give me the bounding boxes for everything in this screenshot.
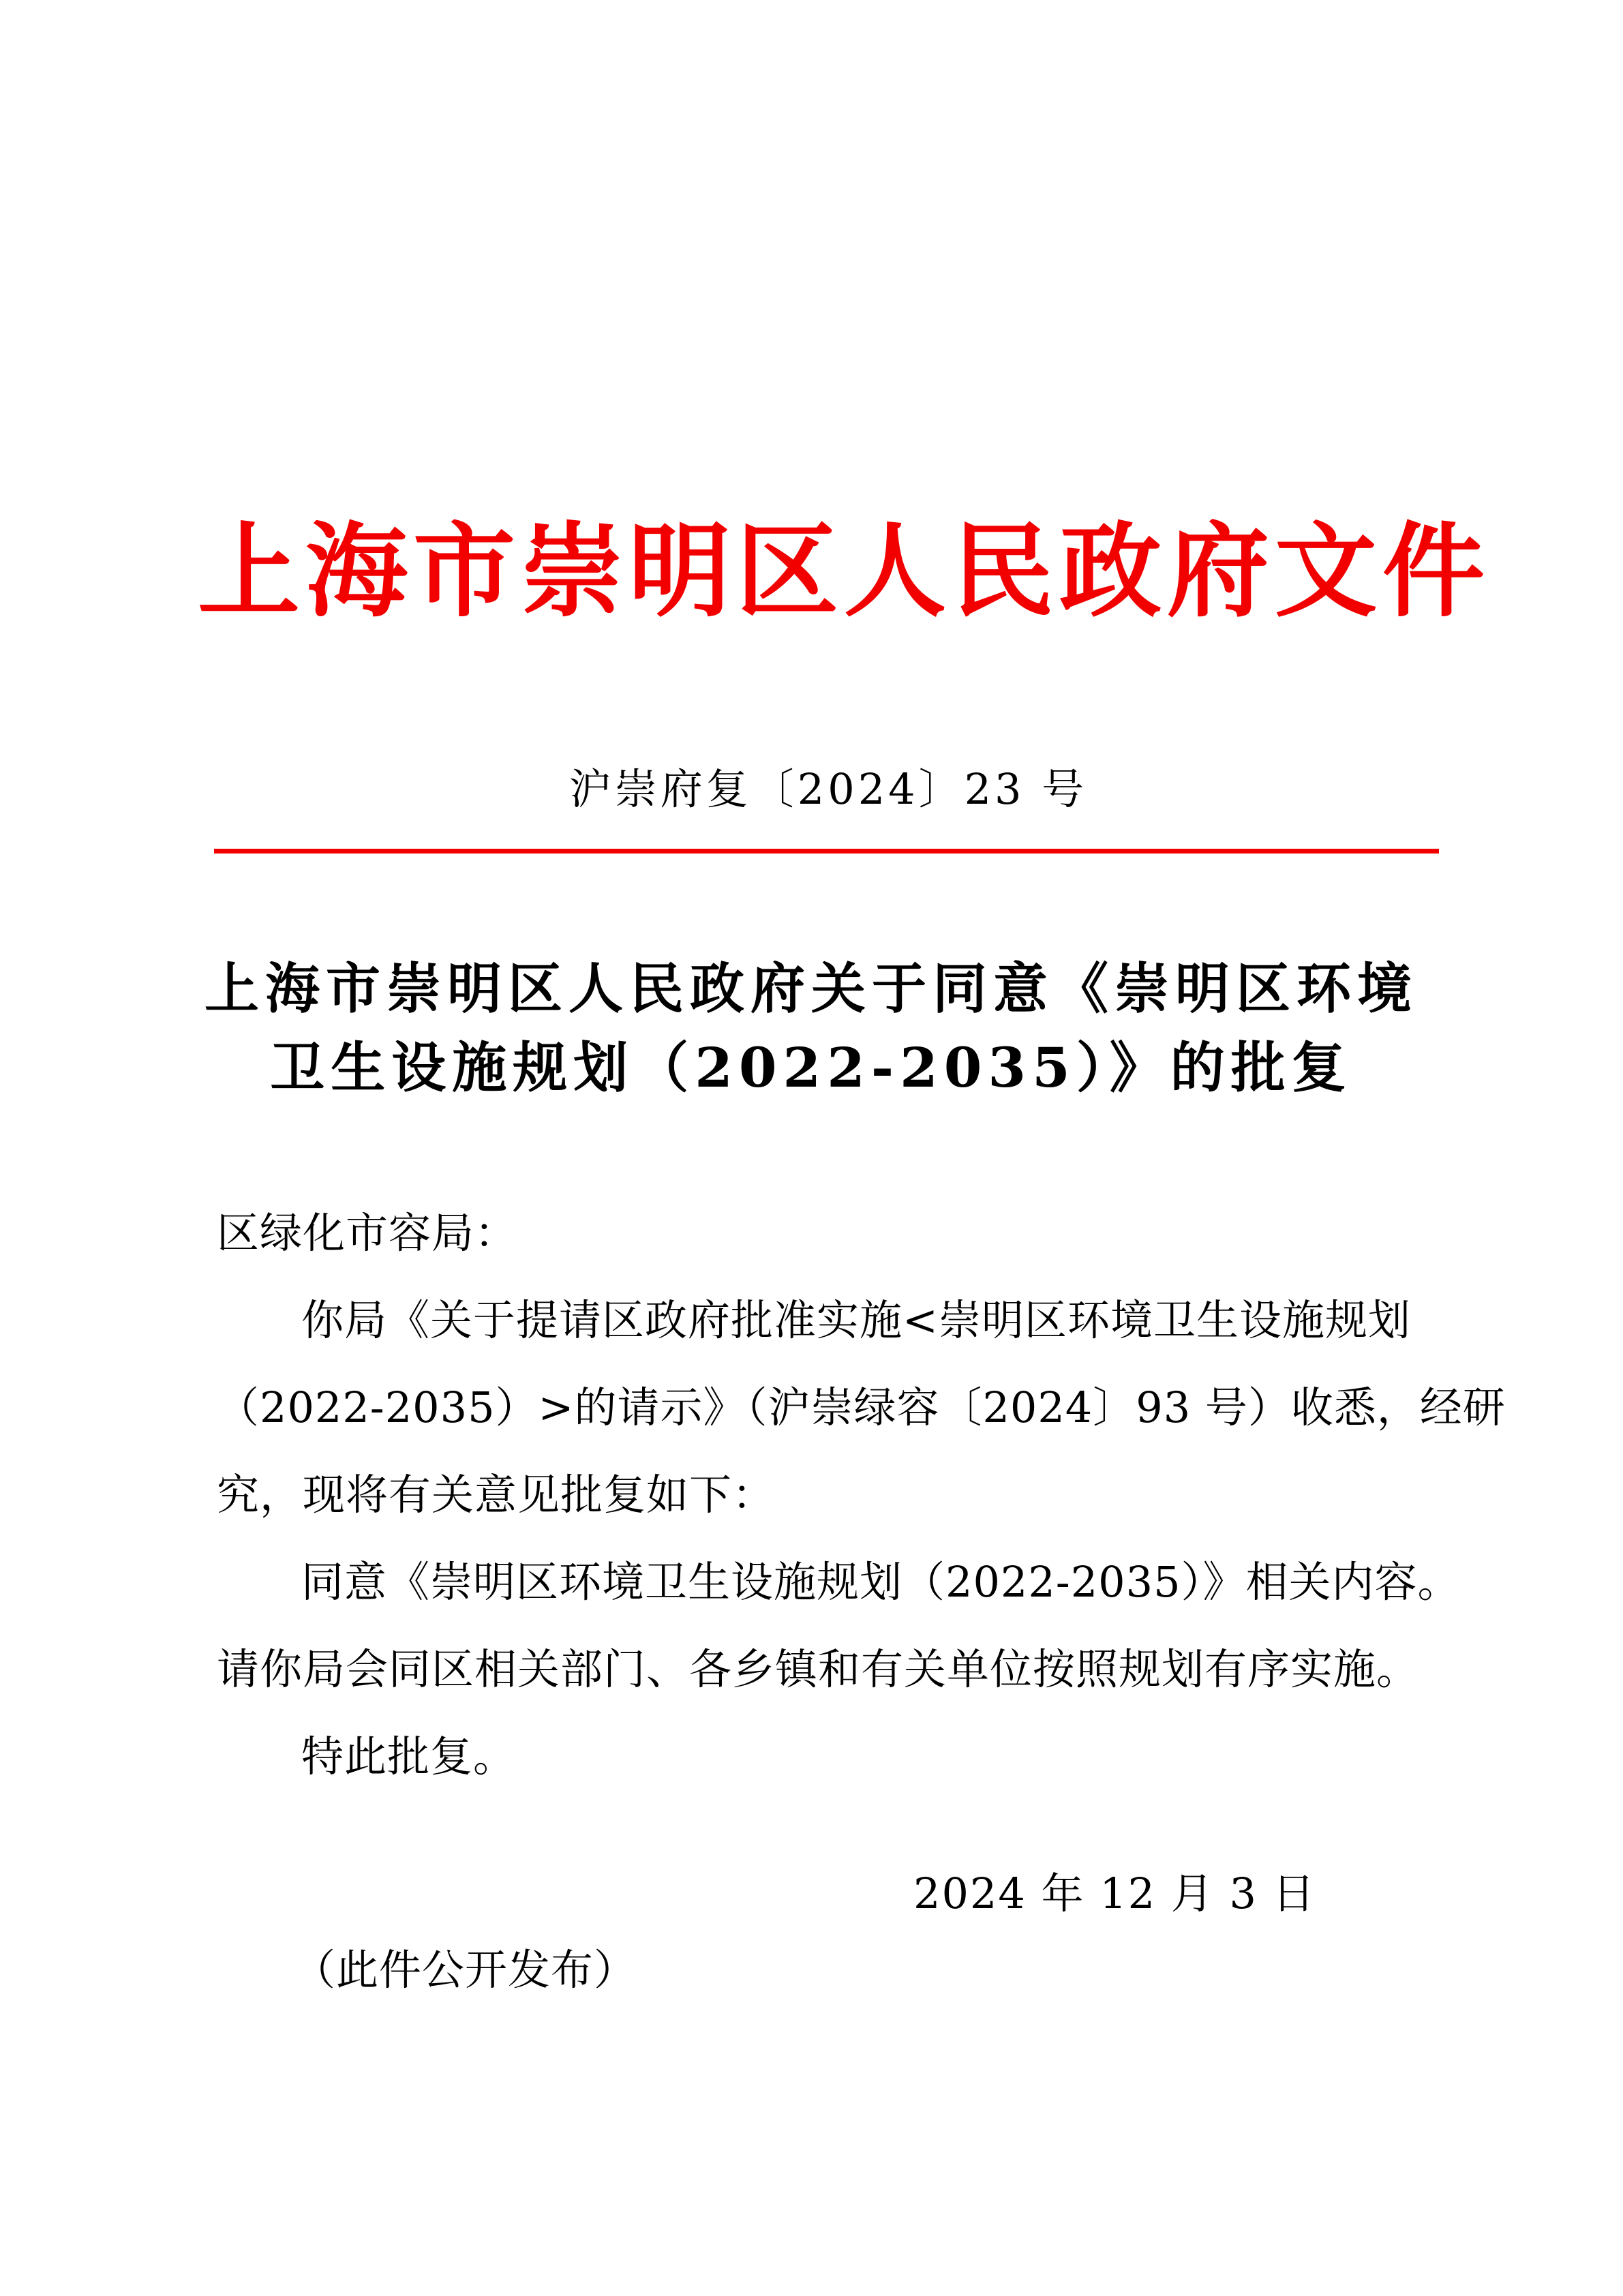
body-line: 特此批复。 [301, 1732, 517, 1781]
body-line: 究，现将有关意见批复如下： [217, 1470, 776, 1520]
body-line: 请你局会同区相关部门、各乡镇和有关单位按照规划有序实施。 [217, 1644, 1420, 1694]
body-line: （2022-2035）>的请示》（沪崇绿容〔2024〕93 号）收悉，经研 [217, 1383, 1506, 1432]
publish-note: （此件公开发布） [293, 1945, 637, 1995]
red-divider-line [214, 849, 1439, 854]
body-line: 你局《关于提请区政府批准实施<崇明区环境卫生设施规划 [301, 1295, 1411, 1345]
document-title [157, 949, 1466, 1107]
document-title-line2: 卫生设施规划（2022-2035）》的批复 [270, 1036, 1352, 1100]
body-line: 同意《崇明区环境卫生设施规划（2022-2035）》相关内容。 [301, 1557, 1461, 1607]
salutation: 区绿化市容局： [217, 1208, 518, 1258]
document-number: 沪崇府复〔2024〕23 号 [568, 764, 1088, 814]
issue-date: 2024 年 12 月 3 日 [913, 1869, 1316, 1918]
letterhead-title: 上海市崇明区人民政府文件 [198, 511, 1491, 631]
document-body [217, 1190, 1506, 1800]
document-title-line1: 上海市崇明区人民政府关于同意《崇明区环境 [204, 956, 1418, 1021]
